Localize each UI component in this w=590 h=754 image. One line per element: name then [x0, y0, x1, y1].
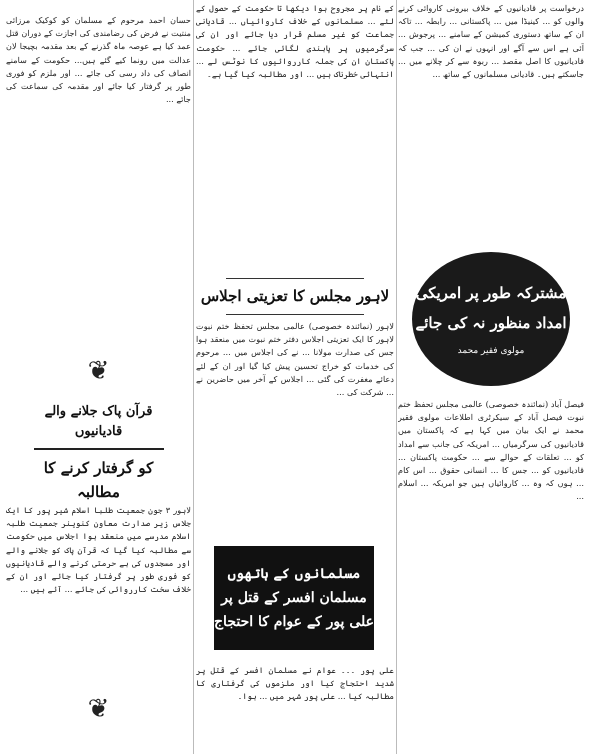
right-column [398, 0, 584, 754]
middle-headline-box [214, 546, 374, 650]
headline-divider [34, 448, 164, 450]
middle-headline: لاہور مجلس کا تعزیتی اجلاس [200, 287, 390, 305]
oval-line-1: مشترکہ طور پر امریکی [415, 284, 567, 302]
left-headline-top: قرآن پاک جلانے والے قادیانیوں [44, 404, 153, 439]
box-line-2: مسلمان افسر کے قتل پر [221, 590, 367, 606]
floral-ornament-bottom-icon: ❦ [87, 694, 110, 724]
right-story-text: فیصل آباد (نمائندہ خصوصی) عالمی مجلس تحفظ ختم نبوت فیصل آباد کے سیکرٹری اطلاعات مولوی فقیر محمد نے ایک بیان میں کہا ہے کہ پاکستان میں قادیانیوں کی سرگرمیاں ... امریکہ کی جانب سے امداد کو ... تعلقات کے حوالے سے ... حکومت پاکستان ... قادیانیوں کو ... جس کا ... انسانی حقوق ... اس کام ... ہوں کہ وہ ... کاروائیاں ہیں جو امریکہ ... اسلام ... [398, 399, 584, 502]
middle-bottom-text: علی پور ۔۔۔ عوام نے مسلمان افسر کے قتل پر شدید احتجاج کیا اور ملزموں کی گرفتاری کا مطالبہ کیا ... علی پور شہر میں ... ہوا۔ [196, 665, 394, 702]
column-rule-left [193, 0, 194, 754]
left-column [6, 0, 191, 754]
middle-column [196, 0, 394, 754]
right-top-article-text: درخواست پر قادیانیوں کے خلاف بیرونی کاروائی کرنے والوں کو ... کینیڈا میں ... پاکستانی ... رابطہ ... تاکہ ان کے ساتھ دستوری کمیشن کے سامنے ... پرجوش ... آئی ہے اس سے آگے اور انہوں نے ان کی ... جب کہ قادیانیوں کا اصل مقصد ... ربوہ سے کر چلانے میں ... جاسکتے ہیں۔ قادیانی مسلمانوں کے ساتھ ... [398, 3, 584, 80]
middle-top-article-text: کے نام پر مجروح ہوا دیکھا تا حکومت کے حصول کے لئے ... مسلمانوں کے خلاف کاروائیاں ... قادیانی جماعت کو غیر مسلم قرار دیا جائے اور ان کی سرگرمیوں پر پابندی لگائی جائے ... حکومت پاکستان ان کی جملہ کارروائیوں کا نوٹس لے ... انتہائی خطرناک ہیں ... اور مطالبہ کیا گیا ہے۔ [196, 3, 394, 80]
middle-divider-under [226, 314, 364, 315]
oval-line-2: امداد منظور نہ کی جائے [415, 314, 567, 332]
left-story-text: لاہور ۳ جون جمعیت طلبا اسلام شیر پور کا ایک جلاس زیر صدارت معاون کنوینر جمعیت طلبہ اسلام مدرسے میں منعقد ہوا اجلاس میں حکومت سے مطالبہ کیا گیا کہ قرآن پاک کو جلانے والے اور مسجدوں کی بے حرمتی کرنے والے قادیانیوں کو فوری طور پر گرفتار کیا جائے اور ان کے خلاف سخت کارروائی کی جائے ... آئے ہیں ... [6, 505, 191, 595]
middle-divider [226, 278, 364, 279]
box-line-3: علی پور کے عوام کا احتجاج [214, 614, 374, 630]
left-headline-bottom: کو گرفتار کرنے کا مطالبہ [43, 459, 154, 501]
oval-byline: مولوی فقیر محمد [457, 346, 525, 356]
right-headline-oval [412, 252, 570, 386]
left-headline-block [20, 402, 177, 504]
middle-story-text: لاہور (نمائندہ خصوصی) عالمی مجلس تحفظ ختم نبوت لاہور کا ایک تعزیتی اجلاس دفتر ختم نبوت میں منعقد ہوا جس کی صدارت مولانا ... نے کی اجلاس میں ... مرحوم کی خدمات کو خراج تحسین پیش کیا گیا اور ان کے لئے دعائے مغفرت کی گئی ... اجلاس کے آخر میں حاضرین نے ... شرکت کی ... [196, 321, 394, 398]
left-top-article-text: حسان احمد مرحوم کے مسلمان کو کوکیک مرزائی منتیت نے فرض کی رضامندی کی اجازت کے دوران قتل عمد کیا ہے عوصہ ماہ گذرنے کے بعد مقدمہ بچیجا لان عدالت میں رونما کیے گئے ہیں... حکومت کے سامنے انصاف کی داد رسی کی جائے ... اور ملزم کو فوری طور پر گرفتار کیا جائے اور مقدمہ کی سماعت کی جائے ... [6, 15, 191, 105]
floral-ornament-icon: ❦ [87, 356, 110, 386]
column-rule-right [396, 0, 397, 754]
box-line-1: مسلمانوں کے ہاتھوں [227, 566, 361, 582]
